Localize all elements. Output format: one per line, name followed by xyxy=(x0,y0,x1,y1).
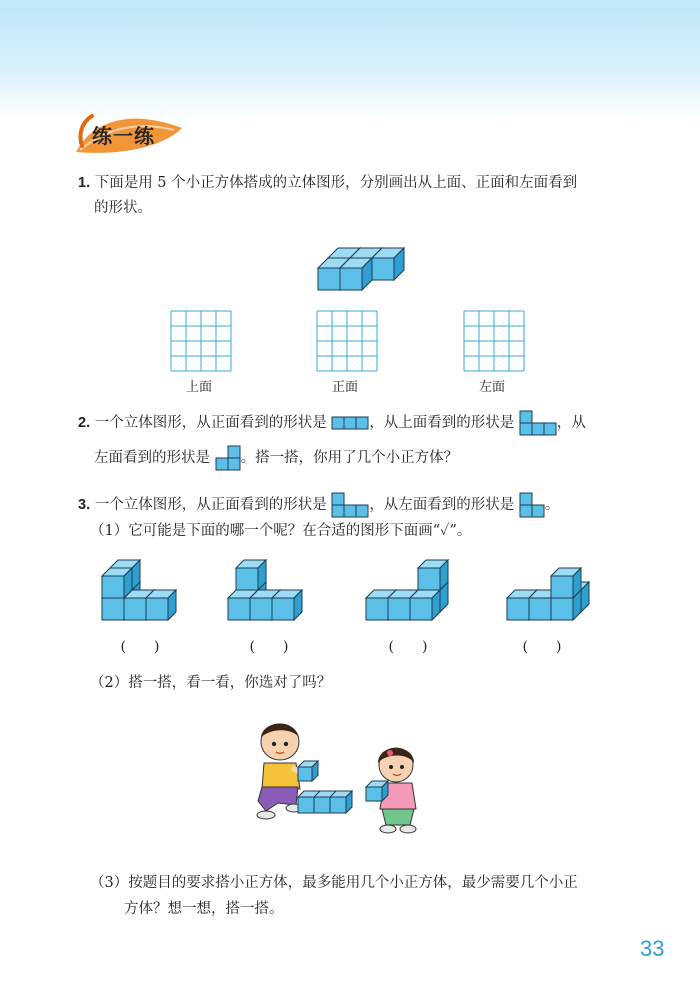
q3-sub2: （2）搭一搭，看一看，你选对了吗？ xyxy=(90,675,332,691)
cube xyxy=(551,568,581,598)
cube xyxy=(410,590,440,620)
q2-text-a: 一个立体图形，从正面看到的形状是 xyxy=(94,415,327,431)
grid-front-view[interactable] xyxy=(316,310,378,372)
grid-top-view[interactable] xyxy=(170,310,232,372)
cube xyxy=(418,560,448,590)
q3-sub3-line2: 方体？想一想，搭一搭。 xyxy=(124,901,284,917)
floor-cubes xyxy=(298,791,352,813)
cube xyxy=(372,248,404,280)
q1-line1 xyxy=(78,172,577,194)
q3-line1 xyxy=(78,492,559,518)
q2-text-e: 。搭一搭，你用了几个小正方体？ xyxy=(240,450,459,466)
q2-line2 xyxy=(94,445,458,471)
q2-number: 2. xyxy=(78,415,91,431)
page-number: 33 xyxy=(640,936,665,961)
answer-blank-1[interactable]: ( ) xyxy=(120,639,160,655)
cube xyxy=(272,590,302,620)
cube xyxy=(236,560,266,590)
grid-label-top: 上面 xyxy=(186,380,213,395)
q3-sub3-line1: （3）按题目的要求搭小正方体，最多能用几个小正方体，最少需要几个小正 xyxy=(90,875,578,891)
top-header-band xyxy=(0,0,700,120)
answer-blank-3[interactable]: ( ) xyxy=(388,639,428,655)
answer-blank-2[interactable]: ( ) xyxy=(249,639,289,655)
children-building-illustration xyxy=(248,715,428,840)
q3-left-view-icon xyxy=(519,492,545,518)
cube xyxy=(102,568,132,598)
held-cube-boy xyxy=(298,761,318,781)
grid-label-front: 正面 xyxy=(332,380,359,395)
q1-number: 1. xyxy=(78,175,91,191)
q3-text-a: 一个立体图形，从正面看到的形状是 xyxy=(94,497,327,513)
cube xyxy=(340,258,372,290)
q3-front-view-icon xyxy=(331,492,369,518)
q3-sub1: （1）它可能是下面的哪一个呢？在合适的图形下面画“✓”。 xyxy=(90,523,472,539)
q3-option-4-figure xyxy=(505,560,595,630)
answer-blank-4[interactable]: ( ) xyxy=(522,639,562,655)
q2-left-view-icon xyxy=(215,445,241,471)
q3-text-c: 。 xyxy=(544,497,560,513)
q2-front-view-icon xyxy=(331,416,369,430)
q3-option-3-figure xyxy=(364,560,454,630)
q1-cube-figure xyxy=(300,230,400,300)
cube xyxy=(146,590,176,620)
held-cube-girl xyxy=(366,781,388,801)
q1-text-line1: 下面是用 5 个小正方体搭成的立体图形，分别画出从上面、正面和左面看到 xyxy=(94,175,578,191)
q2-line1 xyxy=(78,410,586,436)
q3-number: 3. xyxy=(78,497,91,513)
section-title-badge xyxy=(74,108,182,158)
grid-label-left: 左面 xyxy=(479,380,506,395)
q3-text-b: ，从左面看到的形状是 xyxy=(369,497,515,513)
q2-text-b: ，从上面看到的形状是 xyxy=(369,415,515,431)
q2-text-c: ，从 xyxy=(556,415,586,431)
q2-text-d: 左面看到的形状是 xyxy=(94,450,210,466)
section-title: 练一练 xyxy=(92,124,155,148)
grid-left-view[interactable] xyxy=(463,310,525,372)
q1-line2: 的形状。 xyxy=(94,200,152,216)
q2-top-view-icon xyxy=(519,410,557,436)
q3-option-2-figure xyxy=(226,560,316,630)
q3-option-1-figure xyxy=(100,560,190,630)
